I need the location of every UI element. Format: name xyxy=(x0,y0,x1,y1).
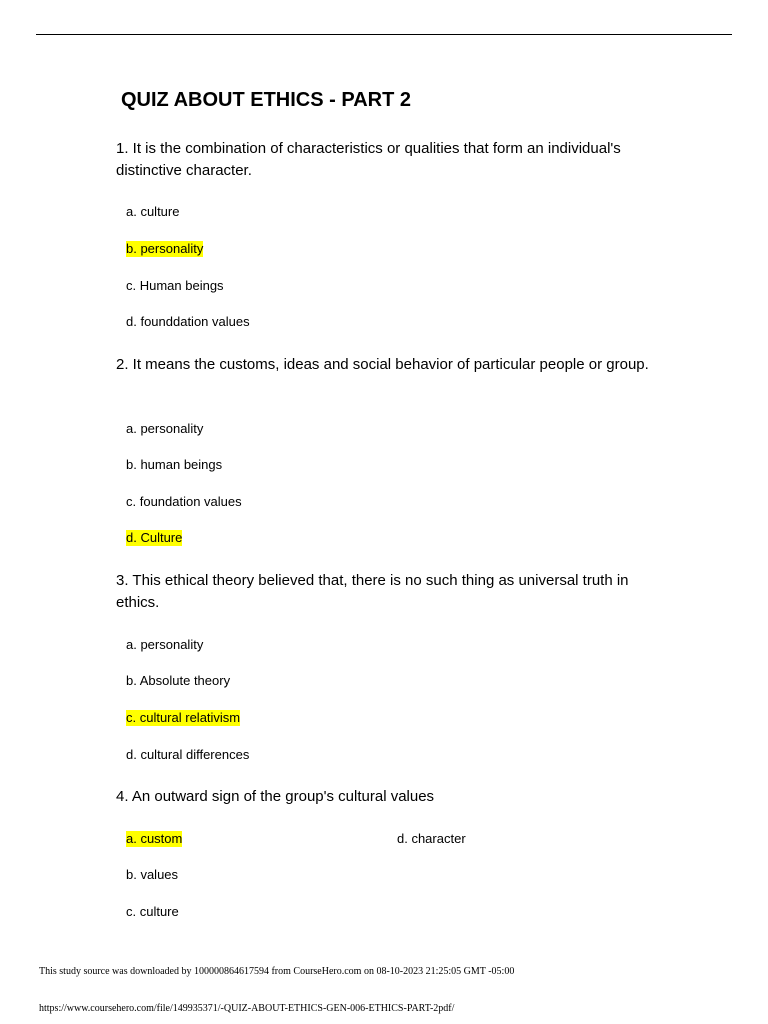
question-1-text: 1. It is the combination of characteristics or qualities that form an individual's distinctive character. xyxy=(116,140,621,179)
question-2-text: 2. It means the customs, ideas and social behavior of particular people or group. xyxy=(116,356,649,373)
top-divider xyxy=(36,34,732,35)
question-4-text: 4. An outward sign of the group's cultural values xyxy=(116,788,435,805)
page-title: QUIZ ABOUT ETHICS - PART 2 xyxy=(121,89,411,111)
question-3-option-b: b. Absolute theory xyxy=(126,673,231,688)
question-1-option-a: a. culture xyxy=(126,204,180,219)
question-2-option-c: c. foundation values xyxy=(126,494,242,509)
source-url[interactable]: https://www.coursehero.com/file/149935371/-QUIZ-ABOUT-ETHICS-GEN-006-ETHICS-PART-2pdf/ xyxy=(39,1003,455,1014)
question-2-option-d-highlighted: d. Culture xyxy=(126,530,183,545)
question-4-option-c: c. culture xyxy=(126,904,179,919)
question-1-option-d: d. founddation values xyxy=(126,314,250,329)
question-3-option-a: a. personality xyxy=(126,637,204,652)
question-3-option-d: d. cultural differences xyxy=(126,747,250,762)
download-source-note: This study source was downloaded by 100000864617594 from CourseHero.com on 08-10-2023 21:25:05 GMT -05:00 xyxy=(39,966,515,977)
question-4-option-b: b. values xyxy=(126,867,179,882)
question-1-option-b-highlighted: b. personality xyxy=(126,241,204,256)
question-3-text: 3. This ethical theory believed that, there is no such thing as universal truth in ethics. xyxy=(116,572,629,611)
question-1-option-c: c. Human beings xyxy=(126,278,224,293)
question-4-option-d: d. character xyxy=(397,831,466,846)
question-3-option-c-highlighted: c. cultural relativism xyxy=(126,710,241,725)
question-2-option-a: a. personality xyxy=(126,421,204,436)
question-4-option-a-highlighted: a. custom xyxy=(126,831,183,846)
question-2-option-b: b. human beings xyxy=(126,457,223,472)
